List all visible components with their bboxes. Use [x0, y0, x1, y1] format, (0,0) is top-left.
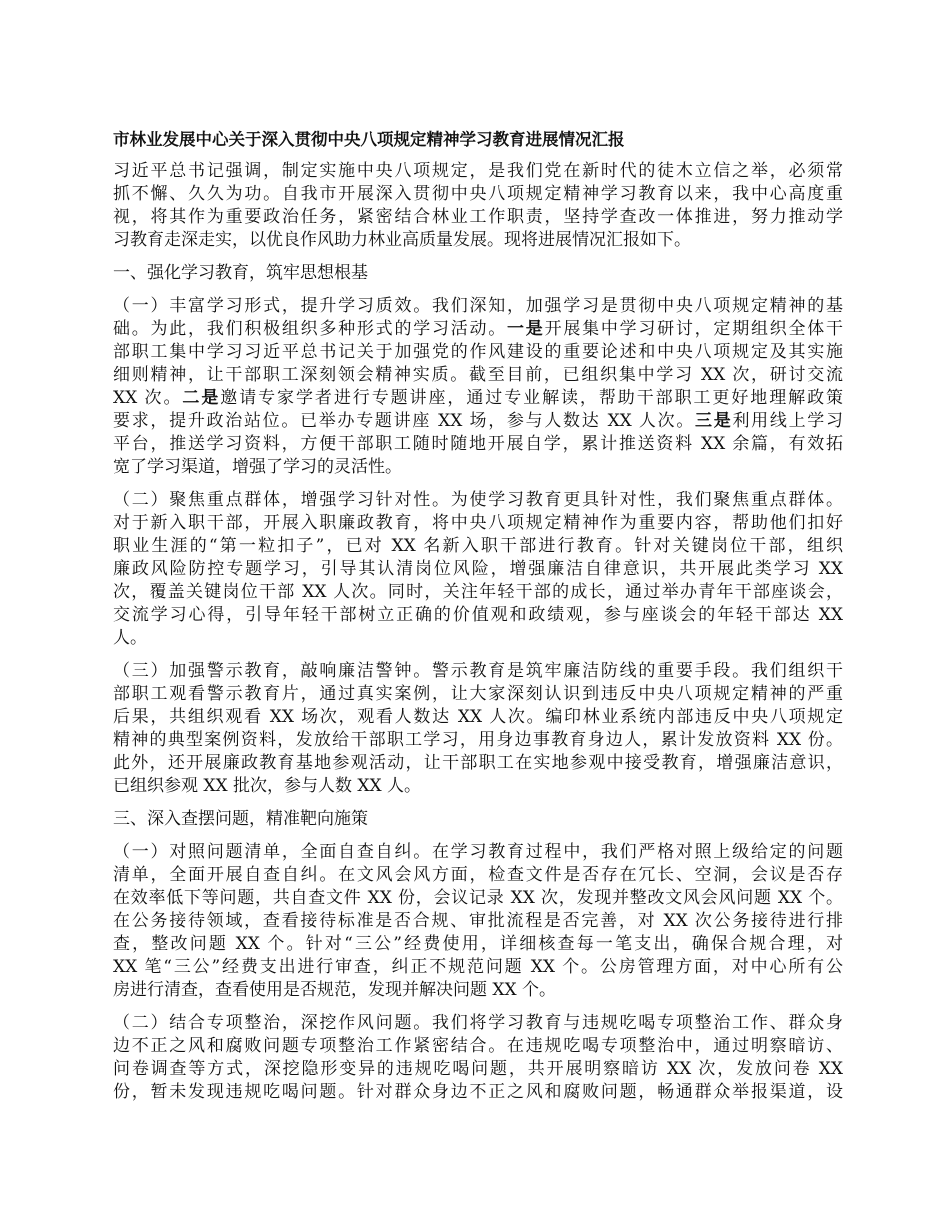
text-line: 在公务接待领域，查看接待标准是否合规、审批流程是否完善，对 XX 次公务接待进行排 — [113, 911, 843, 931]
text-line: （三）加强警示教育，敲响廉洁警钟。警示教育是筑牢廉洁防线的重要手段。我们组织干 — [113, 661, 843, 681]
document-page — [113, 128, 843, 1114]
text-line: 此外，还开展廉政教育基地参观活动，让干部职工在实地参观中接受教育，增强廉洁意识， — [113, 753, 843, 773]
text-line: 交流学习心得，引导年轻干部树立正确的价值观和政绩观，参与座谈会的年轻干部达 XX — [113, 605, 843, 625]
text-line: 房进行清查，查看使用是否规范，发现并解决问题 XX 个。 — [113, 980, 557, 1000]
text-line: （二）聚焦重点群体，增强学习针对性。为使学习教育更具针对性，我们聚焦重点群体。 — [113, 490, 843, 510]
text-line: 在效率低下等问题，共自查文件 XX 份，会议记录 XX 次，发现并整改文风会风问题 XX 个。 — [113, 888, 843, 908]
text-line: 人。 — [113, 628, 147, 648]
text-line: 后果，共组织观看 XX 场次，观看人数达 XX 人次。编印林业系统内部违反中央八项规定 — [113, 707, 843, 727]
document-title: 市林业发展中心关于深入贯彻中央八项规定精神学习教育进展情况汇报 — [113, 130, 625, 149]
text-line: 边不正之风和腐败问题专项整治工作紧密结合。在违规吃喝专项整治中，通过明察暗访、 — [113, 1036, 843, 1056]
text-line: 廉政风险防控专题学习，引导其认清岗位风险，增强廉洁自律意识，共开展此类学习 XX — [113, 559, 843, 579]
text-run: 础。为此，我们积极组织多种形式的学习活动。 — [113, 319, 508, 339]
text-line: 部职工集中学习习近平总书记关于加强党的作风建设的重要论述和中央八项规定及其实施 — [113, 342, 843, 362]
section-heading-1: 一、强化学习教育，筑牢思想根基 — [113, 263, 368, 283]
text-line: 习近平总书记强调，制定实施中央八项规定，是我们党在新时代的徒木立信之举，必须常 — [113, 161, 843, 181]
text-line: 份，暂未发现违规吃喝问题。针对群众身边不正之风和腐败问题，畅通群众举报渠道，设 — [113, 1082, 843, 1102]
paragraph-3-1 — [113, 841, 843, 1002]
text-line: 抓不懈、久久为功。自我市开展深入贯彻中央八项规定精神学习教育以来，我中心高度重 — [113, 184, 843, 204]
bold-run: 三是 — [695, 411, 733, 431]
paragraph-1-3 — [113, 660, 843, 798]
text-line: （一）丰富学习形式，提升学习质效。我们深知，加强学习是贯彻中央八项规定精神的基 — [113, 296, 843, 316]
text-line: （一）对照问题清单，全面自查自纠。在学习教育过程中，我们严格对照上级给定的问题 — [113, 842, 843, 862]
text-line: 平台，推送学习资料，方便干部职工随时随地开展自学，累计推送资料 XX 余篇，有效拓 — [113, 434, 843, 454]
text-line: 清单，全面开展自查自纠。在文风会风方面，检查文件是否存在冗长、空洞，会议是否存 — [113, 865, 843, 885]
text-line — [113, 410, 843, 433]
text-run: 邀请专家学者进行专题讲座，通过专业解读，帮助干部职工更好地理解政策 — [220, 388, 844, 408]
text-line: 宽了学习渠道，增强了学习的灵活性。 — [113, 457, 402, 477]
paragraph-3-2 — [113, 1012, 843, 1104]
text-line: 精神的典型案例资料，发放给干部职工学习，用身边事教育身边人，累计发放资料 XX 份。 — [113, 730, 843, 750]
section-heading-3: 三、深入查摆问题，精准靶向施策 — [113, 809, 368, 829]
text-line — [113, 318, 843, 341]
text-line: 次，覆盖关键岗位干部 XX 人次。同时，关注年轻干部的成长，通过举办青年干部座谈会， — [113, 582, 843, 602]
text-line: （二）结合专项整治，深挖作风问题。我们将学习教育与违规吃喝专项整治工作、群众身 — [113, 1013, 843, 1033]
text-line: 已组织参观 XX 批次，参与人数 XX 人。 — [113, 776, 422, 796]
text-line: 习教育走深走实，以优良作风助力林业高质量发展。现将进展情况汇报如下。 — [113, 230, 691, 250]
paragraph-1-1 — [113, 295, 843, 479]
text-run: 开展集中学习研讨，定期组织全体干 — [544, 319, 844, 339]
text-line: 细则精神，让干部职工深刻领会精神实质。截至目前，已组织集中学习 XX 次，研讨交流 — [113, 365, 843, 385]
text-line: 查，整改问题 XX 个。针对“三公”经费使用，详细核查每一笔支出，确保合规合理，对 — [113, 934, 843, 954]
text-run: XX 次。 — [113, 388, 183, 408]
paragraph-1-2 — [113, 489, 843, 650]
bold-run: 二是 — [182, 388, 221, 408]
text-line: XX 笔“三公”经费支出进行审查，纠正不规范问题 XX 个。公房管理方面，对中心所有公 — [113, 957, 843, 977]
text-line — [113, 387, 843, 410]
text-line: 对于新入职干部，开展入职廉政教育，将中央八项规定精神作为重要内容，帮助他们扣好 — [113, 513, 843, 533]
text-line: 视，将其作为重要政治任务，紧密结合林业工作职责，坚持学查改一体推进，努力推动学 — [113, 207, 843, 227]
text-line: 问卷调查等方式，深挖隐形变异的违规吃喝问题，共开展明察暗访 XX 次，发放问卷 XX — [113, 1059, 843, 1079]
bold-run: 一是 — [507, 319, 545, 339]
text-line: 职业生涯的“第一粒扣子”，已对 XX 名新入职干部进行教育。针对关键岗位干部，组织 — [113, 536, 843, 556]
text-run: 利用线上学习 — [732, 411, 844, 431]
text-line: 部职工观看警示教育片，通过真实案例，让大家深刻认识到违反中央八项规定精神的严重 — [113, 684, 843, 704]
text-run: 要求，提升政治站位。已举办专题讲座 XX 场，参与人数达 XX 人次。 — [113, 411, 696, 431]
intro-paragraph — [113, 160, 843, 252]
